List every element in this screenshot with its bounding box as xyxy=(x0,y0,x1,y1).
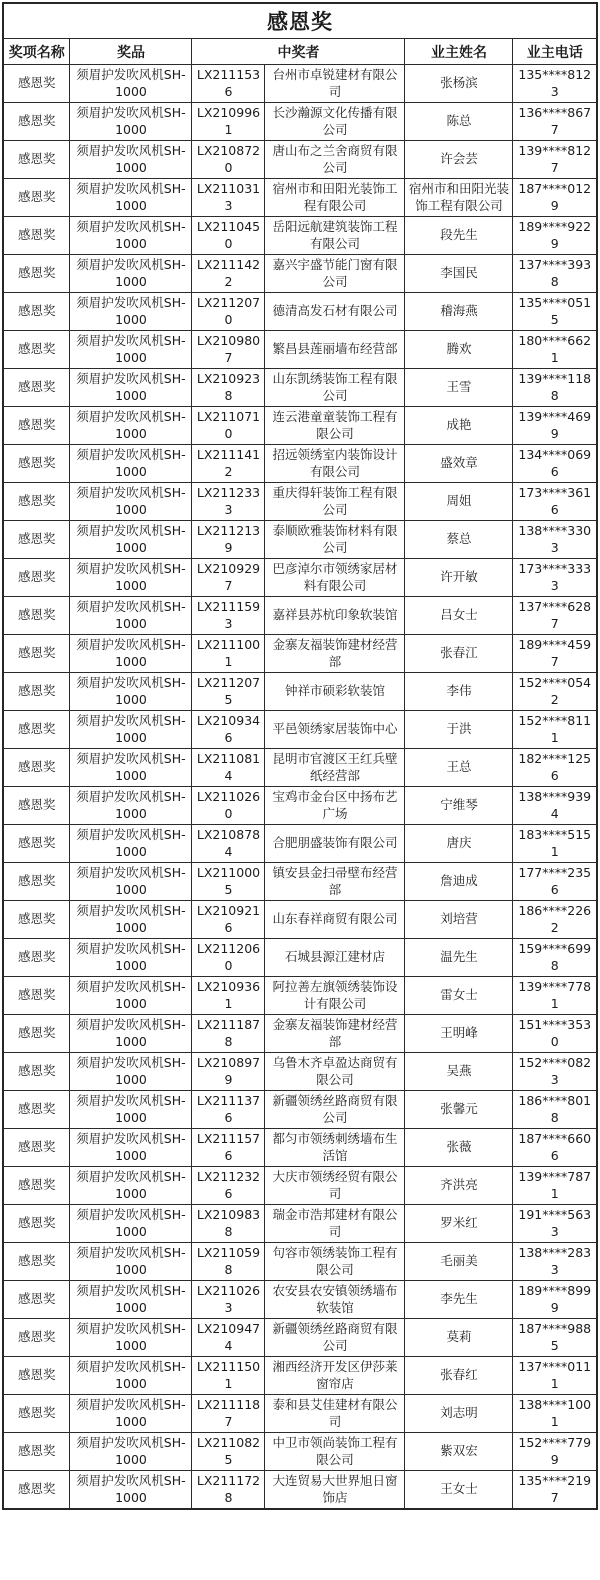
award-name-cell: 感恩奖 xyxy=(3,635,70,673)
winner-company-cell: 新疆领绣丝路商贸有限公司 xyxy=(265,1091,405,1129)
winner-company-cell: 山东凯绣装饰工程有限公司 xyxy=(265,369,405,407)
award-name-cell: 感恩奖 xyxy=(3,255,70,293)
award-name-cell: 感恩奖 xyxy=(3,1281,70,1319)
winner-code-cell: LX2109297 xyxy=(192,559,265,597)
prize-cell: 须眉护发吹风机SH-1000 xyxy=(70,217,192,255)
owner-name-cell: 毛丽美 xyxy=(405,1243,513,1281)
winner-company-cell: 钟祥市硕彩软装馆 xyxy=(265,673,405,711)
owner-phone-cell: 152****8111 xyxy=(513,711,597,749)
table-row xyxy=(3,749,597,787)
winner-company-cell: 湘西经济开发区伊莎莱窗帘店 xyxy=(265,1357,405,1395)
prize-cell: 须眉护发吹风机SH-1000 xyxy=(70,521,192,559)
winner-company-cell: 新疆领绣丝路商贸有限公司 xyxy=(265,1319,405,1357)
winners-tbody xyxy=(3,65,597,1510)
winner-code-cell: LX2110598 xyxy=(192,1243,265,1281)
winner-code-cell: LX2110260 xyxy=(192,787,265,825)
table-row xyxy=(3,1281,597,1319)
owner-name-cell: 李伟 xyxy=(405,673,513,711)
table-row xyxy=(3,445,597,483)
table-row xyxy=(3,407,597,445)
owner-phone-cell: 138****2833 xyxy=(513,1243,597,1281)
winner-code-cell: LX2108784 xyxy=(192,825,265,863)
table-row xyxy=(3,1015,597,1053)
table-row xyxy=(3,1053,597,1091)
owner-name-cell: 稽海燕 xyxy=(405,293,513,331)
winner-code-cell: LX2112326 xyxy=(192,1167,265,1205)
award-name-cell: 感恩奖 xyxy=(3,65,70,103)
winner-code-cell: LX2112075 xyxy=(192,673,265,711)
owner-name-cell: 唐庆 xyxy=(405,825,513,863)
owner-name-cell: 王总 xyxy=(405,749,513,787)
owner-phone-cell: 137****0111 xyxy=(513,1357,597,1395)
winner-company-cell: 镇安县金扫帚壁布经营部 xyxy=(265,863,405,901)
title-row xyxy=(3,3,597,39)
owner-name-cell: 齐洪亮 xyxy=(405,1167,513,1205)
prize-cell: 须眉护发吹风机SH-1000 xyxy=(70,1091,192,1129)
winner-code-cell: LX2110263 xyxy=(192,1281,265,1319)
winner-code-cell: LX2112333 xyxy=(192,483,265,521)
owner-name-cell: 张薇 xyxy=(405,1129,513,1167)
prize-cell: 须眉护发吹风机SH-1000 xyxy=(70,1053,192,1091)
award-name-cell: 感恩奖 xyxy=(3,711,70,749)
prize-cell: 须眉护发吹风机SH-1000 xyxy=(70,749,192,787)
prize-cell: 须眉护发吹风机SH-1000 xyxy=(70,331,192,369)
owner-phone-cell: 139****8127 xyxy=(513,141,597,179)
table-row xyxy=(3,1357,597,1395)
winner-company-cell: 平邑领绣家居装饰中心 xyxy=(265,711,405,749)
winner-company-cell: 德清高发石材有限公司 xyxy=(265,293,405,331)
winner-company-cell: 大庆市领绣经贸有限公司 xyxy=(265,1167,405,1205)
winner-code-cell: LX2109474 xyxy=(192,1319,265,1357)
owner-name-cell: 温先生 xyxy=(405,939,513,977)
owner-phone-cell: 177****2356 xyxy=(513,863,597,901)
winner-company-cell: 招远领绣室内装饰设计有限公司 xyxy=(265,445,405,483)
owner-name-cell: 吴燕 xyxy=(405,1053,513,1091)
table-row xyxy=(3,939,597,977)
prize-cell: 须眉护发吹风机SH-1000 xyxy=(70,141,192,179)
table-row xyxy=(3,1395,597,1433)
owner-phone-cell: 187****0129 xyxy=(513,179,597,217)
winner-company-cell: 重庆得轩装饰工程有限公司 xyxy=(265,483,405,521)
award-name-cell: 感恩奖 xyxy=(3,521,70,559)
award-name-cell: 感恩奖 xyxy=(3,939,70,977)
column-header-award-name: 奖项名称 xyxy=(3,39,70,65)
winner-company-cell: 宝鸡市金台区中扬布艺广场 xyxy=(265,787,405,825)
prize-cell: 须眉护发吹风机SH-1000 xyxy=(70,1433,192,1471)
column-header-winner: 中奖者 xyxy=(192,39,405,65)
prize-cell: 须眉护发吹风机SH-1000 xyxy=(70,445,192,483)
owner-name-cell: 李先生 xyxy=(405,1281,513,1319)
table-row xyxy=(3,103,597,141)
owner-name-cell: 于洪 xyxy=(405,711,513,749)
winner-code-cell: LX2110710 xyxy=(192,407,265,445)
owner-phone-cell: 152****0542 xyxy=(513,673,597,711)
prize-cell: 须眉护发吹风机SH-1000 xyxy=(70,863,192,901)
winner-company-cell: 瑞金市浩邦建材有限公司 xyxy=(265,1205,405,1243)
table-row xyxy=(3,977,597,1015)
table-row xyxy=(3,787,597,825)
award-name-cell: 感恩奖 xyxy=(3,787,70,825)
owner-phone-cell: 139****4699 xyxy=(513,407,597,445)
table-row xyxy=(3,1471,597,1510)
prize-cell: 须眉护发吹风机SH-1000 xyxy=(70,559,192,597)
column-header-owner-name: 业主姓名 xyxy=(405,39,513,65)
owner-name-cell: 紫双宏 xyxy=(405,1433,513,1471)
prize-cell: 须眉护发吹风机SH-1000 xyxy=(70,369,192,407)
prize-cell: 须眉护发吹风机SH-1000 xyxy=(70,1015,192,1053)
prize-cell: 须眉护发吹风机SH-1000 xyxy=(70,1319,192,1357)
winner-company-cell: 长沙瀚源文化传播有限公司 xyxy=(265,103,405,141)
owner-phone-cell: 152****0823 xyxy=(513,1053,597,1091)
column-header-owner-phone: 业主电话 xyxy=(513,39,597,65)
owner-name-cell: 王明峰 xyxy=(405,1015,513,1053)
owner-phone-cell: 137****6287 xyxy=(513,597,597,635)
winner-code-cell: LX2108979 xyxy=(192,1053,265,1091)
award-name-cell: 感恩奖 xyxy=(3,293,70,331)
owner-phone-cell: 151****3530 xyxy=(513,1015,597,1053)
table-row xyxy=(3,293,597,331)
table-row xyxy=(3,483,597,521)
award-name-cell: 感恩奖 xyxy=(3,749,70,787)
owner-name-cell: 雷女士 xyxy=(405,977,513,1015)
winner-company-cell: 乌鲁木齐卓盈达商贸有限公司 xyxy=(265,1053,405,1091)
winner-code-cell: LX2109838 xyxy=(192,1205,265,1243)
winner-company-cell: 山东春祥商贸有限公司 xyxy=(265,901,405,939)
owner-phone-cell: 180****6621 xyxy=(513,331,597,369)
winner-company-cell: 连云港童童装饰工程有限公司 xyxy=(265,407,405,445)
winner-code-cell: LX2111501 xyxy=(192,1357,265,1395)
owner-phone-cell: 138****3303 xyxy=(513,521,597,559)
owner-phone-cell: 182****1256 xyxy=(513,749,597,787)
table-row xyxy=(3,1433,597,1471)
owner-phone-cell: 159****6998 xyxy=(513,939,597,977)
owner-phone-cell: 135****8123 xyxy=(513,65,597,103)
prize-cell: 须眉护发吹风机SH-1000 xyxy=(70,1205,192,1243)
owner-name-cell: 罗米红 xyxy=(405,1205,513,1243)
winner-company-cell: 石城县源江建材店 xyxy=(265,939,405,977)
award-name-cell: 感恩奖 xyxy=(3,1357,70,1395)
winner-code-cell: LX2110814 xyxy=(192,749,265,787)
award-name-cell: 感恩奖 xyxy=(3,1053,70,1091)
award-name-cell: 感恩奖 xyxy=(3,407,70,445)
award-name-cell: 感恩奖 xyxy=(3,863,70,901)
owner-name-cell: 成艳 xyxy=(405,407,513,445)
award-name-cell: 感恩奖 xyxy=(3,217,70,255)
award-name-cell: 感恩奖 xyxy=(3,977,70,1015)
winner-code-cell: LX2110825 xyxy=(192,1433,265,1471)
winner-company-cell: 繁昌县莲丽墙布经营部 xyxy=(265,331,405,369)
award-name-cell: 感恩奖 xyxy=(3,369,70,407)
winner-company-cell: 唐山布之兰舍商贸有限公司 xyxy=(265,141,405,179)
winner-code-cell: LX2109361 xyxy=(192,977,265,1015)
winner-company-cell: 岳阳远航建筑装饰工程有限公司 xyxy=(265,217,405,255)
prize-cell: 须眉护发吹风机SH-1000 xyxy=(70,787,192,825)
owner-name-cell: 周姐 xyxy=(405,483,513,521)
owner-name-cell: 腾欢 xyxy=(405,331,513,369)
owner-phone-cell: 189****9229 xyxy=(513,217,597,255)
owner-name-cell: 宿州市和田阳光装饰工程有限公司 xyxy=(405,179,513,217)
prize-cell: 须眉护发吹风机SH-1000 xyxy=(70,407,192,445)
winner-code-cell: LX2109216 xyxy=(192,901,265,939)
winner-company-cell: 合肥朋盛装饰有限公司 xyxy=(265,825,405,863)
award-name-cell: 感恩奖 xyxy=(3,901,70,939)
winner-company-cell: 大连贸易大世界旭日窗饰店 xyxy=(265,1471,405,1510)
prize-cell: 须眉护发吹风机SH-1000 xyxy=(70,1357,192,1395)
award-name-cell: 感恩奖 xyxy=(3,179,70,217)
owner-phone-cell: 187****6606 xyxy=(513,1129,597,1167)
prize-cell: 须眉护发吹风机SH-1000 xyxy=(70,901,192,939)
table-row xyxy=(3,1091,597,1129)
winner-company-cell: 句容市领绣装饰工程有限公司 xyxy=(265,1243,405,1281)
winner-code-cell: LX2112139 xyxy=(192,521,265,559)
table-title: 感恩奖 xyxy=(3,3,597,39)
winner-company-cell: 泰和县艾佳建材有限公司 xyxy=(265,1395,405,1433)
column-header-prize: 奖品 xyxy=(70,39,192,65)
prize-cell: 须眉护发吹风机SH-1000 xyxy=(70,1243,192,1281)
award-name-cell: 感恩奖 xyxy=(3,1129,70,1167)
winner-code-cell: LX2111536 xyxy=(192,65,265,103)
table-row xyxy=(3,559,597,597)
winner-code-cell: LX2109346 xyxy=(192,711,265,749)
owner-phone-cell: 189****8999 xyxy=(513,1281,597,1319)
winner-code-cell: LX2111422 xyxy=(192,255,265,293)
table-row xyxy=(3,1129,597,1167)
award-winners-table xyxy=(2,2,598,1510)
winner-code-cell: LX2111187 xyxy=(192,1395,265,1433)
prize-cell: 须眉护发吹风机SH-1000 xyxy=(70,1281,192,1319)
owner-name-cell: 张春红 xyxy=(405,1357,513,1395)
winner-company-cell: 金寨友福装饰建材经营部 xyxy=(265,635,405,673)
table-row xyxy=(3,369,597,407)
winner-code-cell: LX2109807 xyxy=(192,331,265,369)
owner-phone-cell: 189****4597 xyxy=(513,635,597,673)
winner-code-cell: LX2111878 xyxy=(192,1015,265,1053)
prize-cell: 须眉护发吹风机SH-1000 xyxy=(70,179,192,217)
award-name-cell: 感恩奖 xyxy=(3,1091,70,1129)
winner-code-cell: LX2111728 xyxy=(192,1471,265,1510)
winner-code-cell: LX2111376 xyxy=(192,1091,265,1129)
winner-company-cell: 昆明市官渡区王红兵壁纸经营部 xyxy=(265,749,405,787)
winner-code-cell: LX2110313 xyxy=(192,179,265,217)
winner-code-cell: LX2112070 xyxy=(192,293,265,331)
table-row xyxy=(3,331,597,369)
award-name-cell: 感恩奖 xyxy=(3,1243,70,1281)
table-row xyxy=(3,521,597,559)
winner-company-cell: 宿州市和田阳光装饰工程有限公司 xyxy=(265,179,405,217)
owner-phone-cell: 137****3938 xyxy=(513,255,597,293)
prize-cell: 须眉护发吹风机SH-1000 xyxy=(70,293,192,331)
winner-code-cell: LX2110005 xyxy=(192,863,265,901)
owner-phone-cell: 183****5151 xyxy=(513,825,597,863)
owner-name-cell: 宁维琴 xyxy=(405,787,513,825)
prize-cell: 须眉护发吹风机SH-1000 xyxy=(70,825,192,863)
owner-phone-cell: 139****7781 xyxy=(513,977,597,1015)
table-row xyxy=(3,711,597,749)
winner-code-cell: LX2111412 xyxy=(192,445,265,483)
winner-code-cell: LX2111576 xyxy=(192,1129,265,1167)
owner-phone-cell: 135****2197 xyxy=(513,1471,597,1510)
table-row xyxy=(3,673,597,711)
award-name-cell: 感恩奖 xyxy=(3,1471,70,1510)
owner-name-cell: 吕女士 xyxy=(405,597,513,635)
owner-phone-cell: 135****0515 xyxy=(513,293,597,331)
table-row xyxy=(3,597,597,635)
table-row xyxy=(3,179,597,217)
owner-phone-cell: 138****1001 xyxy=(513,1395,597,1433)
prize-cell: 须眉护发吹风机SH-1000 xyxy=(70,483,192,521)
owner-name-cell: 王女士 xyxy=(405,1471,513,1510)
winner-code-cell: LX2109238 xyxy=(192,369,265,407)
owner-phone-cell: 186****2262 xyxy=(513,901,597,939)
winner-code-cell: LX2110450 xyxy=(192,217,265,255)
award-name-cell: 感恩奖 xyxy=(3,483,70,521)
prize-cell: 须眉护发吹风机SH-1000 xyxy=(70,1395,192,1433)
owner-name-cell: 许开敏 xyxy=(405,559,513,597)
award-name-cell: 感恩奖 xyxy=(3,559,70,597)
prize-cell: 须眉护发吹风机SH-1000 xyxy=(70,65,192,103)
table-row xyxy=(3,1243,597,1281)
award-name-cell: 感恩奖 xyxy=(3,1167,70,1205)
prize-cell: 须眉护发吹风机SH-1000 xyxy=(70,1167,192,1205)
table-row xyxy=(3,1167,597,1205)
owner-name-cell: 李国民 xyxy=(405,255,513,293)
award-name-cell: 感恩奖 xyxy=(3,1395,70,1433)
owner-name-cell: 詹迪成 xyxy=(405,863,513,901)
award-name-cell: 感恩奖 xyxy=(3,673,70,711)
prize-cell: 须眉护发吹风机SH-1000 xyxy=(70,711,192,749)
winner-company-cell: 台州市卓锐建材有限公司 xyxy=(265,65,405,103)
winner-company-cell: 嘉兴宇盛节能门窗有限公司 xyxy=(265,255,405,293)
owner-name-cell: 许会芸 xyxy=(405,141,513,179)
owner-name-cell: 段先生 xyxy=(405,217,513,255)
table-row xyxy=(3,255,597,293)
table-row xyxy=(3,1205,597,1243)
winner-code-cell: LX2111593 xyxy=(192,597,265,635)
owner-name-cell: 张馨元 xyxy=(405,1091,513,1129)
winner-company-cell: 嘉祥县苏杭印象软装馆 xyxy=(265,597,405,635)
prize-cell: 须眉护发吹风机SH-1000 xyxy=(70,977,192,1015)
owner-name-cell: 王雪 xyxy=(405,369,513,407)
table-row xyxy=(3,863,597,901)
owner-name-cell: 莫莉 xyxy=(405,1319,513,1357)
table-row xyxy=(3,635,597,673)
award-name-cell: 感恩奖 xyxy=(3,1205,70,1243)
table-row xyxy=(3,141,597,179)
award-name-cell: 感恩奖 xyxy=(3,103,70,141)
table-row xyxy=(3,825,597,863)
owner-name-cell: 陈总 xyxy=(405,103,513,141)
owner-phone-cell: 139****7871 xyxy=(513,1167,597,1205)
owner-phone-cell: 136****8677 xyxy=(513,103,597,141)
award-name-cell: 感恩奖 xyxy=(3,1015,70,1053)
header-row xyxy=(3,39,597,65)
winner-company-cell: 阿拉善左旗领绣装饰设计有限公司 xyxy=(265,977,405,1015)
award-name-cell: 感恩奖 xyxy=(3,825,70,863)
owner-phone-cell: 152****7799 xyxy=(513,1433,597,1471)
award-name-cell: 感恩奖 xyxy=(3,141,70,179)
owner-phone-cell: 173****3333 xyxy=(513,559,597,597)
owner-name-cell: 刘培营 xyxy=(405,901,513,939)
winner-company-cell: 金寨友福装饰建材经营部 xyxy=(265,1015,405,1053)
winner-code-cell: LX2108720 xyxy=(192,141,265,179)
award-name-cell: 感恩奖 xyxy=(3,597,70,635)
owner-phone-cell: 186****8018 xyxy=(513,1091,597,1129)
owner-phone-cell: 138****9394 xyxy=(513,787,597,825)
owner-phone-cell: 134****0696 xyxy=(513,445,597,483)
award-name-cell: 感恩奖 xyxy=(3,445,70,483)
award-name-cell: 感恩奖 xyxy=(3,1319,70,1357)
owner-phone-cell: 187****9885 xyxy=(513,1319,597,1357)
prize-cell: 须眉护发吹风机SH-1000 xyxy=(70,597,192,635)
prize-cell: 须眉护发吹风机SH-1000 xyxy=(70,939,192,977)
owner-name-cell: 张杨滨 xyxy=(405,65,513,103)
prize-cell: 须眉护发吹风机SH-1000 xyxy=(70,635,192,673)
winner-code-cell: LX2112060 xyxy=(192,939,265,977)
winner-company-cell: 泰顺欧雅装饰材料有限公司 xyxy=(265,521,405,559)
owner-name-cell: 盛效章 xyxy=(405,445,513,483)
owner-name-cell: 蔡总 xyxy=(405,521,513,559)
owner-name-cell: 刘志明 xyxy=(405,1395,513,1433)
table-row xyxy=(3,65,597,103)
winner-company-cell: 都匀市领绣刺绣墙布生活馆 xyxy=(265,1129,405,1167)
winner-company-cell: 农安县农安镇领绣墙布软装馆 xyxy=(265,1281,405,1319)
winner-company-cell: 巴彦淖尔市领绣家居材料有限公司 xyxy=(265,559,405,597)
award-name-cell: 感恩奖 xyxy=(3,331,70,369)
table-row xyxy=(3,901,597,939)
owner-phone-cell: 139****1188 xyxy=(513,369,597,407)
prize-cell: 须眉护发吹风机SH-1000 xyxy=(70,673,192,711)
winner-company-cell: 中卫市领尚装饰工程有限公司 xyxy=(265,1433,405,1471)
prize-cell: 须眉护发吹风机SH-1000 xyxy=(70,1129,192,1167)
prize-cell: 须眉护发吹风机SH-1000 xyxy=(70,255,192,293)
prize-cell: 须眉护发吹风机SH-1000 xyxy=(70,1471,192,1510)
table-row xyxy=(3,1319,597,1357)
winner-code-cell: LX2109961 xyxy=(192,103,265,141)
owner-name-cell: 张春江 xyxy=(405,635,513,673)
table-row xyxy=(3,217,597,255)
owner-phone-cell: 173****3616 xyxy=(513,483,597,521)
winner-code-cell: LX2111001 xyxy=(192,635,265,673)
prize-cell: 须眉护发吹风机SH-1000 xyxy=(70,103,192,141)
award-name-cell: 感恩奖 xyxy=(3,1433,70,1471)
owner-phone-cell: 191****5633 xyxy=(513,1205,597,1243)
